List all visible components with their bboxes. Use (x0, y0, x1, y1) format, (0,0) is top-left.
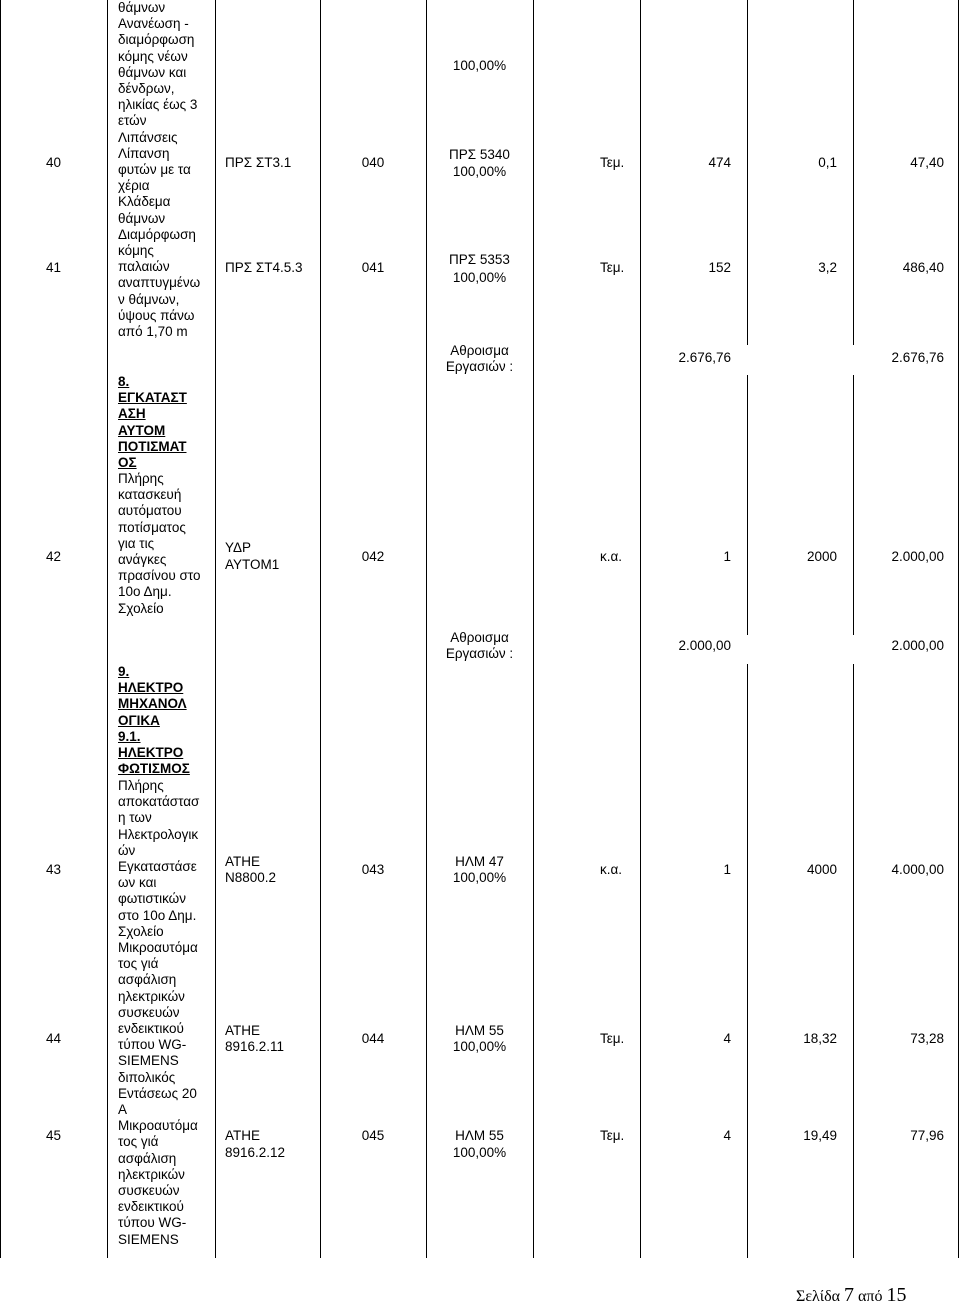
description-line: χέρια (118, 178, 150, 194)
item-code: ΠΡΣ ΣΤ3.1 (225, 155, 292, 170)
description-line: SIEMENS (118, 1053, 179, 1069)
description-line: Κλάδεμα (118, 194, 171, 210)
reference-code: ΠΡΣ 5340 (449, 147, 510, 162)
grid-line (640, 0, 641, 1258)
description-line: ΕΓΚΑΤΑΣΤ (118, 390, 187, 406)
description-line: συσκευών (118, 1183, 180, 1199)
grid-line (215, 0, 216, 1258)
quantity: 1 (723, 862, 731, 877)
description-line: Ηλεκτρολογικ (118, 826, 199, 842)
row-total: 2.000,00 (891, 549, 944, 564)
unit: κ.α. (600, 549, 623, 564)
description-line: κόμης (118, 243, 154, 259)
coefficient-percent: 100,00% (452, 270, 507, 285)
description-line: ετών (118, 113, 147, 129)
description-line: ΗΛΕΚΤΡΟ (118, 745, 184, 761)
description-line: ΜΗΧΑΝΟΛ (118, 696, 187, 712)
footer-separator: από (854, 1288, 887, 1305)
description-line: Λίπανση (118, 145, 170, 161)
description-line: κατασκευή (118, 487, 182, 503)
description-line: ΠΟΤΙΣΜΑΤ (118, 438, 187, 454)
unit-price: 0,1 (818, 155, 837, 170)
description-line: ΑΣΗ (118, 406, 146, 422)
item-code: ΑΤΗΕ (225, 854, 261, 869)
row-total: 77,96 (910, 1128, 944, 1143)
row-total: 4.000,00 (891, 862, 944, 877)
item-code: 8916.2.11 (225, 1039, 285, 1054)
unit: κ.α. (600, 862, 623, 877)
description-line: τος γιά (118, 956, 159, 972)
unit: Τεμ. (600, 1128, 625, 1143)
description-line: από 1,70 m (118, 324, 188, 340)
row-total: 47,40 (910, 155, 944, 170)
item-number: 42 (45, 549, 62, 564)
coefficient-percent: 100,00% (452, 870, 507, 885)
grid-line (853, 664, 854, 1258)
article-number: 042 (361, 549, 385, 564)
description-line: αυτόματου (118, 503, 182, 519)
quantity: 152 (708, 260, 731, 275)
subtotal-value: 2.000,00 (891, 638, 944, 653)
unit-price: 19,49 (803, 1128, 837, 1143)
grid-line (320, 0, 321, 1258)
page-number: 7 (844, 1284, 855, 1306)
description-line: Λιπάνσεις (118, 129, 178, 145)
description-line: Πλήρης (118, 778, 164, 793)
description-line: ΦΩΤΙΣΜΟΣ (118, 761, 190, 777)
description-line: στο 10ο Δημ. (118, 907, 197, 923)
grid-line (853, 0, 854, 345)
description-line: διπολικός (118, 1069, 176, 1085)
description-line: 9. (118, 664, 130, 679)
description-line: ΑΥΤΟΜ (118, 422, 166, 438)
description-line: παλαιών (118, 259, 170, 275)
reference-code: ΠΡΣ 5353 (449, 252, 510, 267)
item-code: Ν8800.2 (225, 870, 277, 885)
item-code: 8916.2.12 (225, 1145, 286, 1160)
description-line: SIEMENS (118, 1231, 179, 1247)
row-total: 486,40 (902, 260, 944, 275)
reference-code: ΗΛΜ 55 (455, 1023, 504, 1038)
description-line: ων και (118, 875, 157, 891)
description-line: ασφάλιση (118, 1150, 177, 1166)
description-line: Ανανέωση - (118, 16, 189, 32)
description-line: κόμης νέων (118, 48, 188, 64)
page-total: 15 (886, 1284, 907, 1306)
description-line: ηλεκτρικών (118, 988, 185, 1004)
coefficient-percent: 100,00% (452, 164, 507, 179)
description-line: 8. (118, 374, 130, 389)
grid-line (747, 0, 748, 345)
description-line: ανάγκες (118, 552, 167, 568)
description-line: ποτίσματος (118, 519, 186, 535)
unit-price: 4000 (806, 862, 837, 877)
description-line: ενδεικτικού (118, 1021, 184, 1037)
description-line: πρασίνου στο (118, 568, 201, 584)
description-line: ΟΓΙΚΑ (118, 712, 160, 728)
item-code: ΑΤΗΕ (225, 1023, 261, 1038)
coefficient-percent: 100,00% (452, 1039, 507, 1054)
grid-line (853, 375, 854, 635)
reference-code: ΗΛΜ 55 (455, 1128, 504, 1143)
article-number: 044 (361, 1031, 385, 1046)
description-block (118, 0, 200, 340)
item-code: ΠΡΣ ΣΤ4.5.3 (225, 260, 303, 275)
description-line: ύψους πάνω (118, 307, 195, 323)
description-line: ενδεικτικού (118, 1199, 184, 1215)
description-line: ΗΛΕΚΤΡΟ (118, 680, 184, 696)
description-line: ν θάμνων, (118, 291, 180, 307)
item-code: ΥΔΡ (225, 540, 252, 555)
footer-prefix: Σελίδα (796, 1288, 845, 1305)
subtotal-label: Αθροισμα (450, 630, 509, 645)
description-line: φυτών με τα (118, 162, 191, 178)
coefficient-percent: 100,00% (452, 58, 507, 73)
subtotal-value: 2.676,76 (678, 350, 731, 365)
description-line: θάμνων και (118, 64, 187, 80)
description-line: Διαμόρφωση (118, 226, 196, 242)
article-number: 045 (361, 1128, 385, 1143)
description-line: τος γιά (118, 1134, 159, 1150)
unit-price: 18,32 (803, 1031, 837, 1046)
description-line: Μικροαυτόμα (118, 1118, 198, 1134)
subtotal-value: 2.000,00 (678, 638, 731, 653)
grid-line (533, 0, 534, 1258)
unit: Τεμ. (600, 260, 625, 275)
description-line: τύπου WG- (118, 1215, 187, 1231)
description-line: αποκατάστασ (118, 794, 200, 810)
item-code: ΑΤΗΕ (225, 1128, 261, 1143)
item-number: 43 (45, 862, 62, 877)
description-line: θάμνων (118, 0, 166, 15)
description-line: Εγκαταστάσε (118, 859, 197, 875)
description-line: 10ο Δημ. (118, 584, 172, 600)
subtotal-value: 2.676,76 (891, 350, 944, 365)
description-line: δένδρων, (118, 81, 175, 97)
grid-line (426, 0, 427, 1258)
item-number: 41 (45, 260, 62, 275)
description-line: αναπτυγμένω (118, 275, 201, 291)
description-line: ΟΣ (118, 455, 137, 471)
quantity: 4 (723, 1031, 731, 1046)
section-heading (118, 664, 190, 777)
row-total: 73,28 (910, 1031, 944, 1046)
description-block (118, 778, 199, 1248)
grid-line (0, 0, 1, 1258)
description-line: θάμνων (118, 210, 166, 226)
article-number: 040 (361, 155, 385, 170)
description-line: Σχολείο (118, 600, 164, 616)
grid-line (747, 664, 748, 1258)
description-block (118, 471, 201, 617)
description-line: 9.1. (118, 728, 141, 744)
item-number: 45 (45, 1128, 62, 1143)
unit: Τεμ. (600, 1031, 625, 1046)
description-line: διαμόρφωση (118, 32, 195, 48)
description-line: ών (118, 842, 136, 858)
description-line: ηλικίας έως 3 (118, 97, 198, 113)
description-line: ασφάλιση (118, 972, 177, 988)
subtotal-label: Εργασιών : (445, 359, 514, 374)
unit: Τεμ. (600, 155, 625, 170)
unit-price: 3,2 (818, 260, 837, 275)
description-line: Πλήρης (118, 471, 164, 486)
grid-line (747, 375, 748, 635)
article-number: 043 (361, 862, 385, 877)
description-line: Εντάσεως 20 (118, 1085, 197, 1101)
description-line: τύπου WG- (118, 1037, 187, 1053)
subtotal-label: Εργασιών : (445, 646, 514, 661)
item-number: 44 (45, 1031, 62, 1046)
item-number: 40 (45, 155, 62, 170)
description-line: Μικροαυτόμα (118, 940, 198, 956)
quantity: 4 (723, 1128, 731, 1143)
description-line: Σχολείο (118, 923, 164, 939)
description-line: ηλεκτρικών (118, 1166, 185, 1182)
description-line: φωτιστικών (118, 891, 186, 907)
description-line: A (118, 1102, 128, 1118)
description-line: η των (118, 810, 152, 826)
article-number: 041 (361, 260, 385, 275)
quantity: 474 (708, 155, 731, 170)
quantity: 1 (723, 549, 731, 564)
item-code: ΑΥΤΟΜ1 (225, 557, 280, 572)
description-line: για τις (118, 535, 155, 551)
coefficient-percent: 100,00% (452, 1145, 507, 1160)
description-line: συσκευών (118, 1004, 180, 1020)
grid-line (107, 0, 108, 1258)
subtotal-label: Αθροισμα (450, 343, 509, 358)
section-heading (118, 374, 187, 471)
unit-price: 2000 (806, 549, 837, 564)
grid-line (958, 0, 959, 1258)
reference-code: ΗΛΜ 47 (455, 854, 504, 869)
